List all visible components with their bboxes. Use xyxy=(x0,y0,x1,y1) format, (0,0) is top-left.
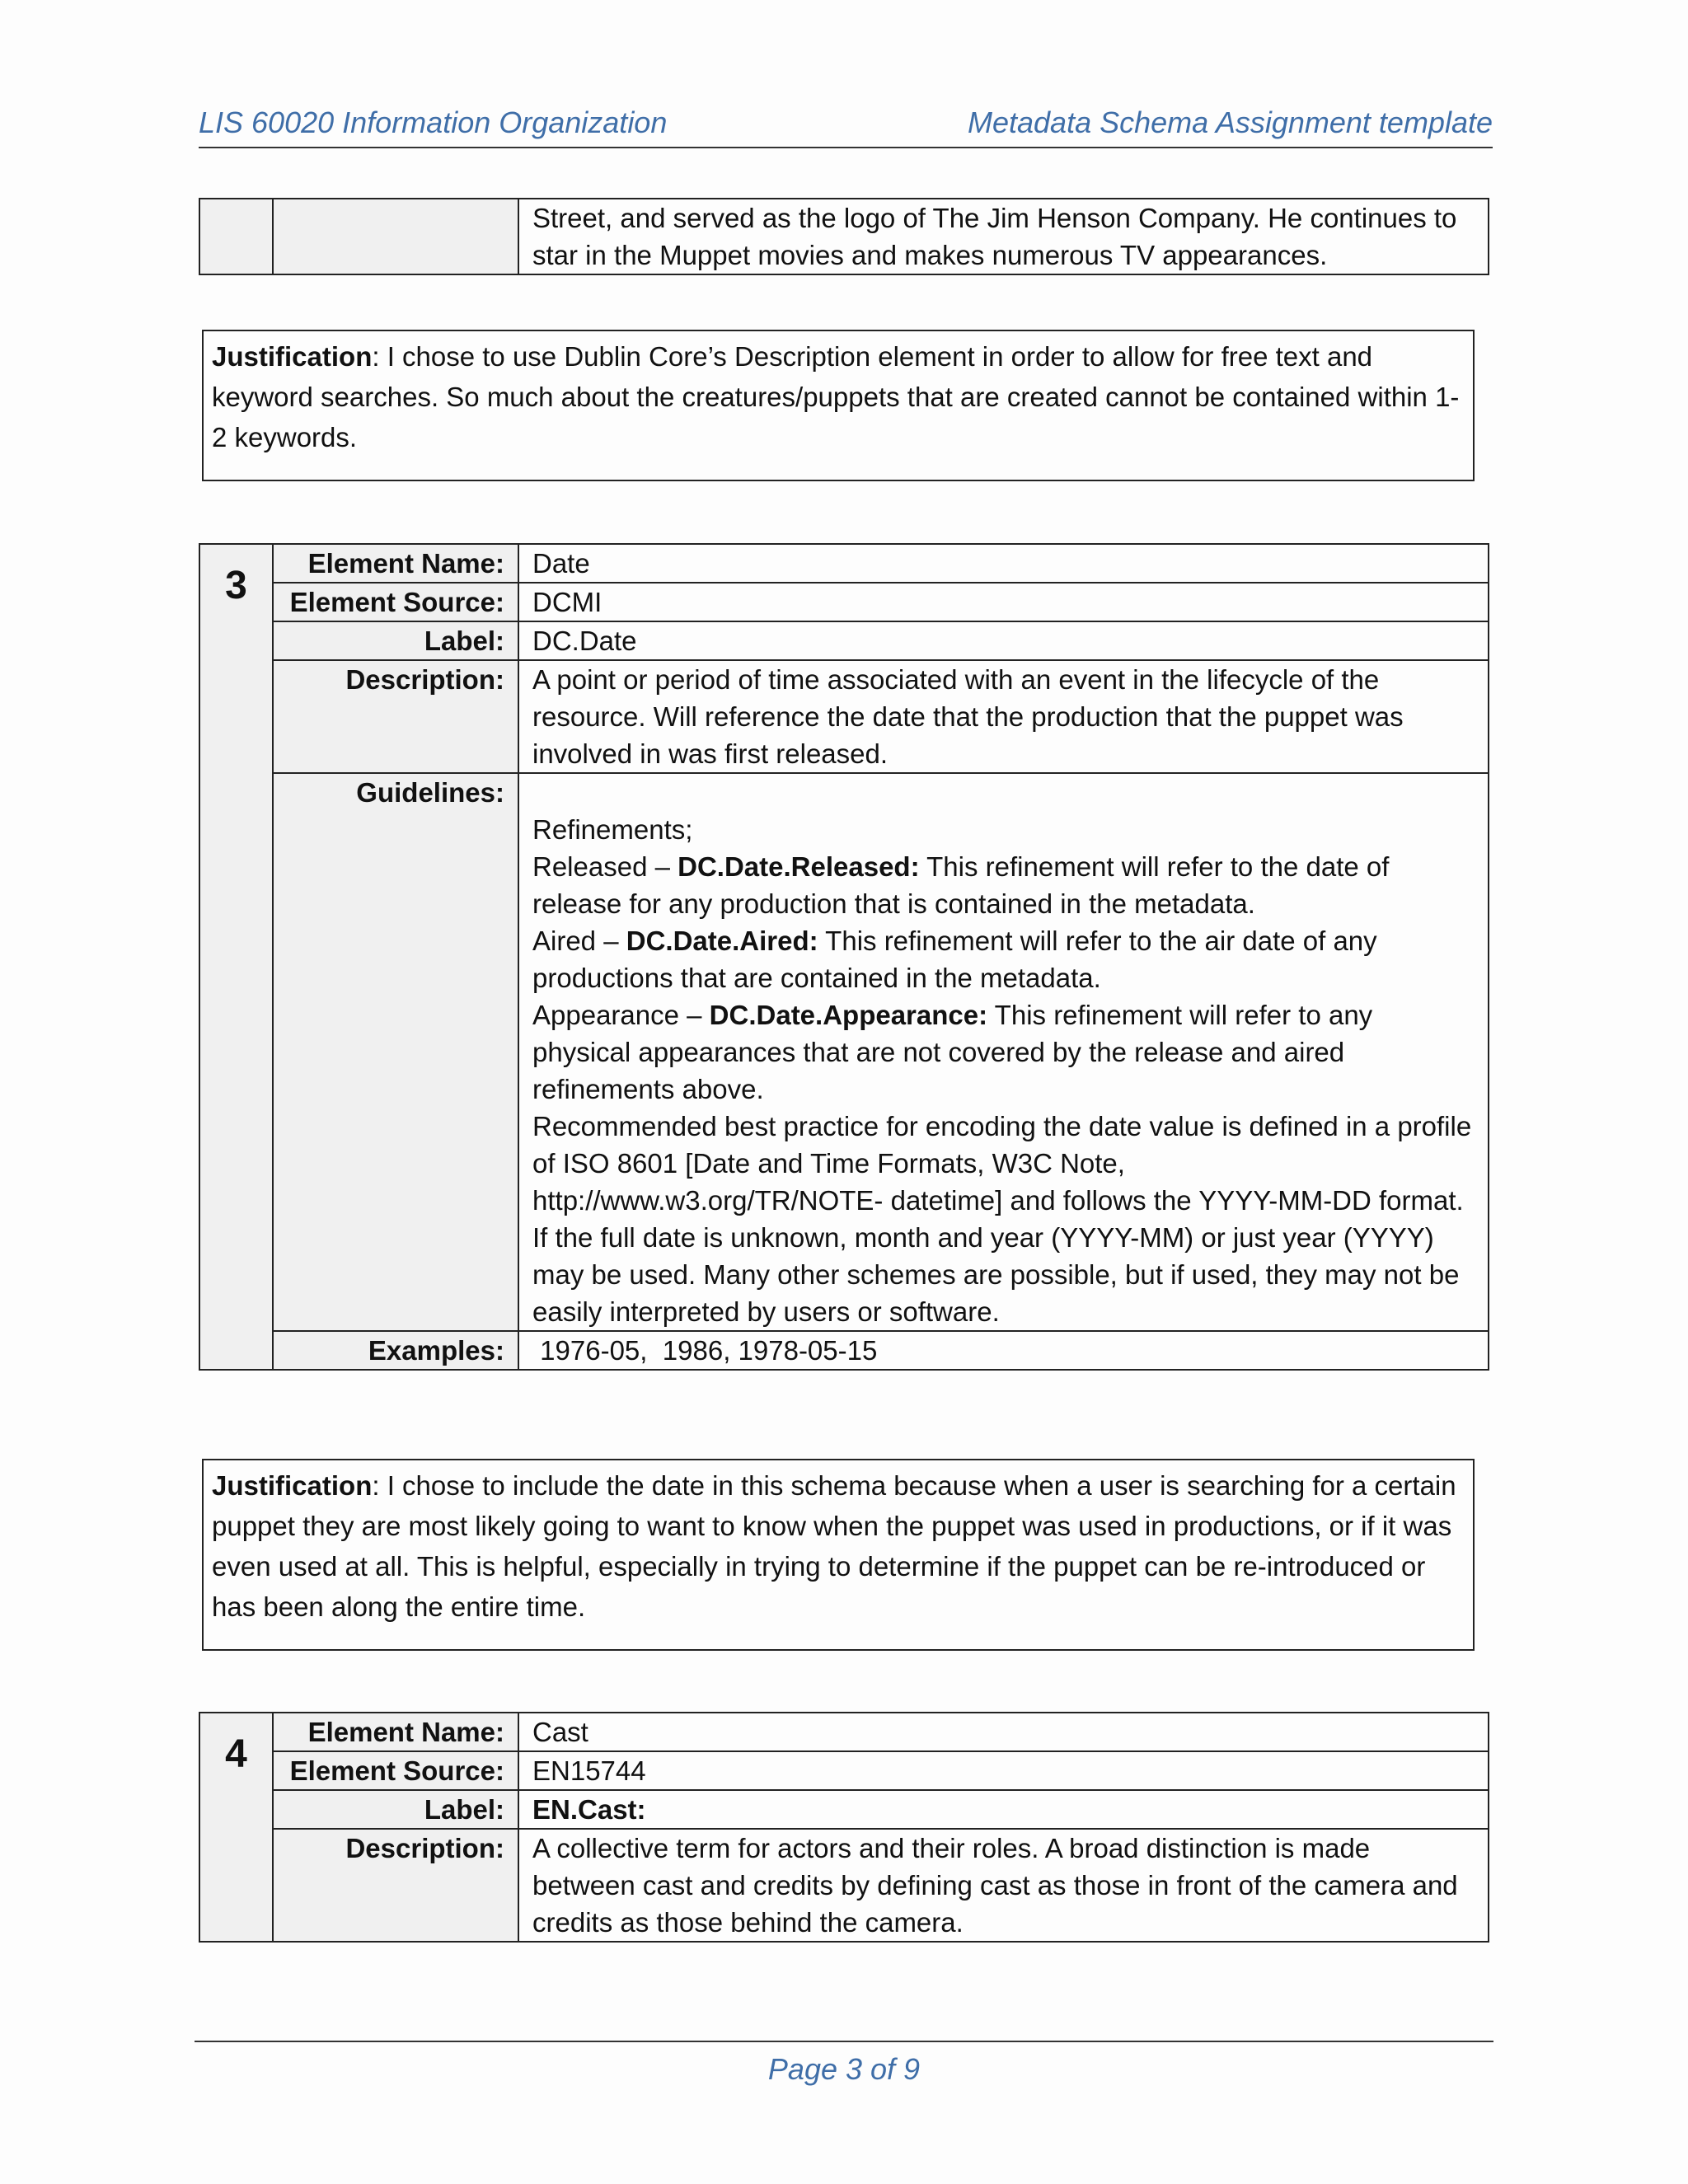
refinement-appearance: Appearance – DC.Date.Appearance: This refinement will refer to any physical appearances that are not covered by the release and aired refinements above. xyxy=(532,1000,1373,1104)
examples-value: 1976-05, 1986, 1978-05-15 xyxy=(518,1331,1489,1370)
unknown-date-guideline: If the full date is unknown, month and year (YYYY-MM) or just year (YYYY) may be used. Many other schemes are possible, but if used, they may not be easily interpreted by users or software. xyxy=(532,1222,1460,1327)
element-source-key: Element Source: xyxy=(273,583,518,621)
element-name-key: Element Name: xyxy=(273,544,518,583)
element-name-key: Element Name: xyxy=(273,1713,518,1751)
refinements-heading: Refinements; xyxy=(532,814,693,845)
justification-box-2 xyxy=(202,1459,1475,1651)
refinement-aired: Aired – DC.Date.Aired: This refinement will refer to the air date of any productions that are contained in the metadata. xyxy=(532,926,1377,993)
element-3-table xyxy=(199,543,1489,1371)
element-source-key: Element Source: xyxy=(273,1751,518,1790)
justification-text: : I chose to use Dublin Core’s Description element in order to allow for free text and keyword searches. So much about the creatures/puppets that are created cannot be contained within 1-2 keywords. xyxy=(212,341,1460,452)
element-source-value: DCMI xyxy=(518,583,1489,621)
description-value: A point or period of time associated with an event in the lifecycle of the resource. Will reference the date that the production that the puppet was involved in was first released. xyxy=(518,660,1489,773)
examples-key: Examples: xyxy=(273,1331,518,1370)
description-key: Description: xyxy=(273,660,518,773)
justification-label: Justification xyxy=(212,341,373,372)
label-value: EN.Cast: xyxy=(518,1790,1489,1829)
guidelines-key: Guidelines: xyxy=(273,773,518,1331)
page-footer xyxy=(195,2041,1493,2087)
label-key: Label: xyxy=(273,621,518,660)
guidelines-value xyxy=(518,773,1489,1331)
page-number: Page 3 of 9 xyxy=(767,2052,921,2086)
description-key: Description: xyxy=(273,1829,518,1942)
justification-text: : I chose to include the date in this schema because when a user is searching for a certain puppet they are most likely going to want to know when the puppet was used in productions, or if it was even used at all. This is helpful, especially in trying to determine if the puppet can be re-introduced or has been along the entire time. xyxy=(212,1470,1456,1622)
document-title: Metadata Schema Assignment template xyxy=(968,105,1493,139)
element-name-value: Date xyxy=(518,544,1489,583)
justification-label: Justification xyxy=(212,1470,373,1501)
label-key: Label: xyxy=(273,1790,518,1829)
label-value: DC.Date xyxy=(518,621,1489,660)
element-4-table xyxy=(199,1712,1489,1943)
course-title: LIS 60020 Information Organization xyxy=(199,105,668,139)
element-number: 3 xyxy=(199,544,273,1370)
element-number: 4 xyxy=(199,1713,273,1942)
number-cell xyxy=(199,199,273,274)
description-value: A collective term for actors and their roles. A broad distinction is made between cast and credits by defining cast as those in front of the camera and credits as those behind the camera. xyxy=(518,1829,1489,1942)
refinement-released: Released – DC.Date.Released: This refinement will refer to the date of release for any production that is contained in the metadata. xyxy=(532,851,1390,919)
encoding-guideline: Recommended best practice for encoding the date value is defined in a profile of ISO 8601 [Date and Time Formats, W3C Note, http://www.w3.org/TR/NOTE- datetime] and follows the YYYY-MM-DD format. xyxy=(532,1111,1472,1216)
element-2-continuation-table xyxy=(199,198,1489,275)
key-cell xyxy=(273,199,518,274)
description-continuation: Street, and served as the logo of The Jim Henson Company. He continues to star in the Muppet movies and makes numerous TV appearances. xyxy=(518,199,1489,274)
page-header xyxy=(199,101,1493,148)
element-name-value: Cast xyxy=(518,1713,1489,1751)
justification-box-1 xyxy=(202,330,1475,481)
element-source-value: EN15744 xyxy=(518,1751,1489,1790)
